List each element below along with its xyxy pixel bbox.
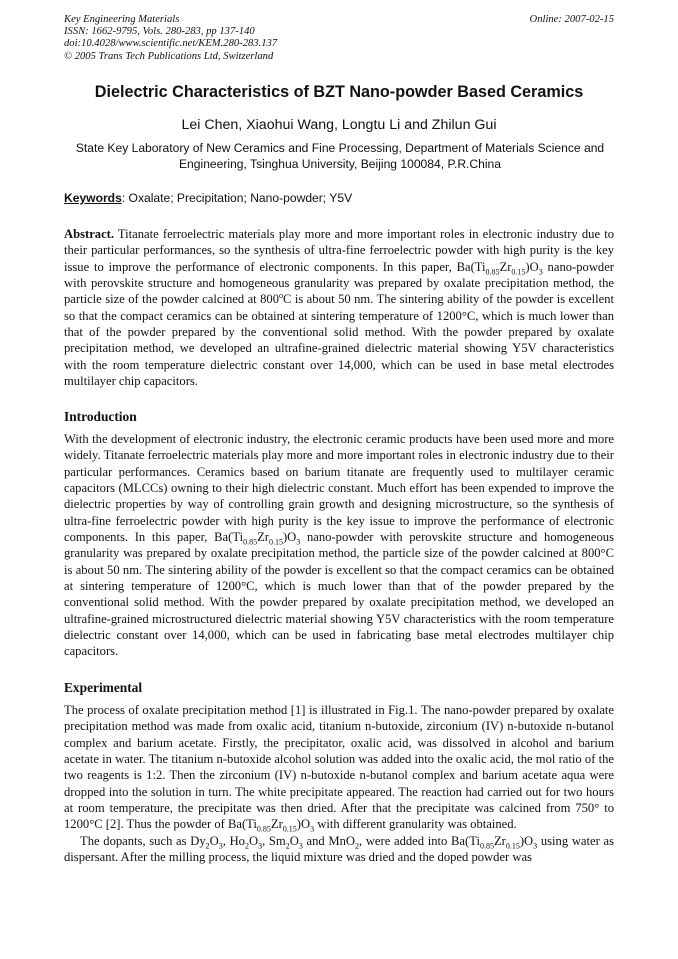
introduction-paragraph: With the development of electronic industry, the electronic ceramic products have been used more and more widely. Titanate ferroelectric materials play more and more important roles in electronic industry due to their particular performances. Ceramics based on barium titanate are frequently used to multilayer ceramic capacitors (MLCCs) owning to their high dielectric constant. Much effort has been expended to improve the dielectric properties by way of controlling grain growth and designing microstructure, so the synthesis of ultra-fine ferroelectric powder with high purity is the key issue to improve the performance of electronic components. In this paper, $Ba(Ti_{0.85}Zr_{0.15})O_3$ nano-powder with perovskite structure and homogeneous granularity was prepared by oxalate precipitation method, the particle size of the powder calcined at 800°C is about 50 nm. The sintering ability of the powder is excellent so that the compact ceramics can be obtained at sintering temperature of 1200°C, which is much lower than that of the powder prepared by the conventional solid method. With the powder prepared by oxalate precipitation method, we developed an ultrafine-grained microstructured dielectric material showing Y5V characteristics with the room temperature dielectric constant over 14,000, which can be used in fabricating base metal electrodes multilayer chip capacitors. xyxy=(64,432,614,659)
experimental-heading: Experimental xyxy=(64,680,143,695)
publication-info xyxy=(64,14,277,63)
keywords-text: : Oxalate; Precipitation; Nano-powder; Y5V xyxy=(121,191,353,205)
affiliation: State Key Laboratory of New Ceramics and Fine Processing, Department of Materials Science and Engineering, Tsinghua University, Beijing 100084, P.R.China xyxy=(75,141,605,171)
issn-line: ISSN: 1662-9795, Vols. 280-283, pp 137-140 xyxy=(64,26,255,38)
copyright-line: © 2005 Trans Tech Publications Ltd, Switzerland xyxy=(64,50,274,62)
doi-line: doi:10.4028/www.scientific.net/KEM.280-283.137 xyxy=(64,38,278,50)
introduction-heading: Introduction xyxy=(64,409,137,424)
introduction-section xyxy=(64,431,614,660)
journal-name: Key Engineering Materials xyxy=(64,14,180,25)
abstract-section xyxy=(64,226,614,389)
experimental-paragraph-1: The process of oxalate precipitation method [1] is illustrated in Fig.1. The nano-powder prepared by oxalate precipitation method was made from oxalic acid, titanium n-butoxide, zirconium (IV) n-butoxide n-butanol complex and barium acetate. Firstly, the precipitator, oxalic acid, was dissolved in alcohol and barium acetate in water. The titanium n-butoxide alcohol solution was added into the oxalic acid, the mol ratio of the two reagents is 1:2. Then the zirconium (IV) n-butoxide n-butanol complex and barium acetate aqua were dropped into the solution in turn. The white precipitate appeared. The reaction had carried out for two hours at room temperature, the precipitate was then dried. After that the precipitate was calcined from 750° to 1200°C [2]. Thus the powder of $Ba(Ti_{0.85}Zr_{0.15})O_3$ with different granularity was obtained. xyxy=(64,703,614,834)
experimental-paragraph-2: The dopants, such as $Dy_2O_3$, $Ho_2O_3$, $Sm_2O_3$ and MnO$_2$, were added into $Ba(Ti_{0.85}Zr_{0.15})O_3$ using water as dispersant. After the milling process, the liquid mixture was dried and the doped powder was xyxy=(64,833,614,865)
online-date: Online: 2007-02-15 xyxy=(529,14,614,25)
paper-title: Dielectric Characteristics of BZT Nano-powder Based Ceramics xyxy=(94,83,584,101)
abstract-paragraph: Abstract. Titanate ferroelectric materials play more and more important roles in electronic industry due to their particular performances, so the synthesis of ultra-fine ferroelectric powder with high purity is the key issue to improve the performance of electronic components. In this paper, $Ba(Ti_{0.85}Zr_{0.15})O_3$ nano-powder with perovskite structure and homogeneous granularity was prepared by oxalate precipitation method, the particle size of the powder calcined at 800$^o$C is about 50 nm. The sintering ability of the powder is excellent so that the compact ceramics can be obtained at sintering temperature of 1200°C, which is much lower than that of the powder prepared by the conventional solid method. With the powder prepared by oxalate precipitation method, we developed an ultrafine-grained dielectric material showing Y5V characteristics with the room temperature dielectric constant over 14,000, which can be used in base metal electrodes multilayer chip capacitors. xyxy=(64,227,614,389)
keywords-line xyxy=(64,190,620,206)
experimental-section xyxy=(64,702,614,865)
author-list: Lei Chen, Xiaohui Wang, Longtu Li and Zhilun Gui xyxy=(181,117,497,133)
abstract-label: Abstract. xyxy=(64,227,115,241)
keywords-label: Keywords xyxy=(64,191,122,205)
